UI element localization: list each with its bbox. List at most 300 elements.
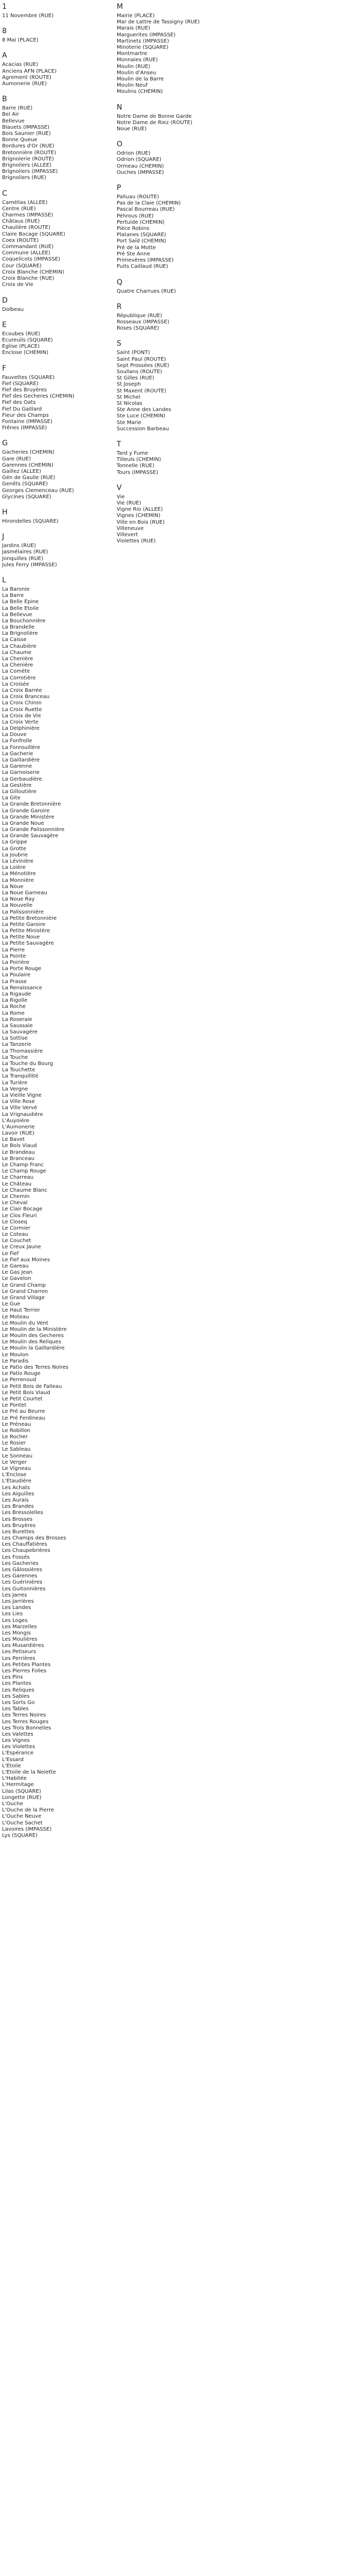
section-letter: T <box>117 440 121 448</box>
index-section-b <box>2 94 111 181</box>
street-item: Villevert <box>117 531 138 538</box>
street-item: La Petite Bretonnière <box>2 915 57 921</box>
street-item: Le Rocher <box>2 1434 28 1440</box>
index-section-m <box>117 2 220 96</box>
section-letter: V <box>117 483 122 492</box>
street-item: La Caisse <box>2 637 27 643</box>
street-item: Les Bruyères <box>2 1522 36 1529</box>
street-item: Le Château <box>2 1181 32 1187</box>
street-item: Enclose (CHEMIN) <box>2 350 49 356</box>
street-item: Vignes (CHEMIN) <box>117 513 161 519</box>
street-item: La Pointe <box>2 953 26 959</box>
street-list <box>117 494 220 545</box>
street-item: Lavoir (RUE) <box>2 1130 35 1137</box>
right-column <box>117 2 220 552</box>
street-item: Le Petit Courtet <box>2 1396 43 1402</box>
street-item: Le Moulin des Gecheres <box>2 1333 64 1339</box>
section-letter: H <box>2 508 8 516</box>
street-item: Platanes (SQUARE) <box>117 232 166 238</box>
index-section-e <box>2 320 111 357</box>
street-item: Les Tables <box>2 1706 29 1712</box>
street-item: L'Hermitage <box>2 1782 34 1788</box>
street-item: Pré de la Motte <box>117 244 156 251</box>
index-section-l <box>2 576 111 1839</box>
street-item: Palluau (ROUTE) <box>117 194 159 200</box>
street-item: La Joubrie <box>2 852 28 858</box>
section-letter: P <box>117 184 121 193</box>
street-item: Garennes (CHEMIN) <box>2 462 53 468</box>
street-item: Le Sonneau <box>2 1453 33 1459</box>
street-item: La Belle Etoile <box>2 605 39 611</box>
index-section-8 <box>2 26 111 44</box>
street-item: Les Chaupebrières <box>2 1548 50 1554</box>
street-item: La Saussaie <box>2 1023 33 1029</box>
street-item: Le Fief <box>2 1250 19 1257</box>
street-item: Le Branceau <box>2 1155 35 1162</box>
street-item: Cour (SQUARE) <box>2 263 42 269</box>
street-item: Le Haut Terrier <box>2 1307 40 1314</box>
street-item: Le Cormier <box>2 1225 31 1231</box>
street-item: Le Paradis <box>2 1358 29 1364</box>
street-item: Les Moulières <box>2 1637 37 1643</box>
street-item: Roses (SQUARE) <box>117 325 159 332</box>
street-item: Rosseaux (IMPASSE) <box>117 319 170 325</box>
street-item: Villeneuve <box>117 525 144 531</box>
left-column <box>2 2 111 1846</box>
street-item: La Fonrouillère <box>2 744 40 751</box>
street-item: La Grippe <box>2 839 27 846</box>
street-item: La Grotte <box>2 846 26 852</box>
street-item: Glycines (SQUARE) <box>2 494 52 500</box>
street-item: L'Etaudière <box>2 1478 32 1484</box>
section-letter: E <box>2 320 7 329</box>
section-letter: Q <box>117 278 123 287</box>
street-item: La Croix Barrée <box>2 687 42 693</box>
street-item: La Sauvagère <box>2 1029 38 1035</box>
street-item: Les Petiseurs <box>2 1649 36 1655</box>
street-item: Les Pierres Folles <box>2 1668 47 1674</box>
street-item: La Poirière <box>2 960 30 966</box>
street-list <box>117 114 220 133</box>
street-item: Primevères (IMPASSE) <box>117 257 174 264</box>
street-item: Minoterie (SQUARE) <box>117 45 169 51</box>
section-letter: M <box>117 3 123 11</box>
section-letter: A <box>2 51 7 60</box>
street-item: Les Musardières <box>2 1643 44 1649</box>
street-item: La Garenne <box>2 764 32 770</box>
street-item: Frênes (IMPASSE) <box>2 425 47 431</box>
street-item: La Gaillardière <box>2 757 40 764</box>
street-item: Jonquilles (RUE) <box>2 555 44 562</box>
street-item: Le Perrenoud <box>2 1377 36 1383</box>
street-item: Bordures d'Or (RUE) <box>2 143 54 149</box>
street-item: Le Moulin de la Ministère <box>2 1326 67 1332</box>
street-item: Ecoubes (RUE) <box>2 331 40 337</box>
street-item: La Roseraie <box>2 1016 33 1023</box>
street-item: La Poulaire <box>2 972 31 978</box>
street-item: Bois Saunier (RUE) <box>2 131 51 137</box>
street-item: Croix Blanche (CHEMIN) <box>2 269 64 275</box>
section-letter: D <box>2 296 8 305</box>
street-item: Les Aiguilles <box>2 1491 34 1497</box>
street-item: Les Trois Bonnelles <box>2 1725 51 1731</box>
street-item: La Chaubière <box>2 643 36 649</box>
street-item: Les Jarrières <box>2 1598 34 1604</box>
street-item: Mairie (PLACE) <box>117 13 155 19</box>
street-list <box>117 194 220 270</box>
street-item: Le Moulon <box>2 1352 29 1358</box>
street-item: Saint Paul (ROUTE) <box>117 356 166 362</box>
street-item: Les Terres Rouges <box>2 1719 49 1725</box>
street-item: Camélias (ALLEE) <box>2 199 48 206</box>
street-item: Sept Prossées (RUE) <box>117 362 170 369</box>
section-letter: B <box>2 95 7 104</box>
street-item: Ste Luce (CHEMIN) <box>117 413 165 419</box>
index-section-t <box>117 440 220 476</box>
street-list <box>117 451 220 476</box>
street-item: Le Pontet <box>2 1402 26 1409</box>
index-section-n <box>117 103 220 133</box>
street-item: Jardins (RUE) <box>2 543 36 549</box>
street-item: Gén de Gaulle (RUE) <box>2 475 55 481</box>
street-item: Ouches (IMPASSE) <box>117 169 164 175</box>
street-item: La Bellevue <box>2 611 33 618</box>
street-item: Tours (IMPASSE) <box>117 469 158 475</box>
street-item: L'Espérance <box>2 1750 34 1756</box>
section-letter: F <box>2 364 7 373</box>
street-item: Brignoliers (RUE) <box>2 175 47 181</box>
street-item: La Touche <box>2 1054 28 1060</box>
street-item: Les Lies <box>2 1611 23 1617</box>
street-item: La Chenière <box>2 656 33 662</box>
street-item: République (RUE) <box>117 312 162 319</box>
street-item: La Comète <box>2 669 30 675</box>
street-item: Les Chauffatières <box>2 1542 47 1548</box>
index-section-c <box>2 189 111 289</box>
street-item: Montmartre <box>117 51 147 57</box>
street-item: La Petite Garoire <box>2 921 46 928</box>
street-item: L'Enclose <box>2 1472 26 1478</box>
street-item: Centre (RUE) <box>2 206 36 212</box>
street-item: Le Préneau <box>2 1421 31 1427</box>
street-item: Agrement (ROUTE) <box>2 74 51 80</box>
street-item: 8 Mai (PLACE) <box>2 37 38 44</box>
street-item: Pas de la Claie (CHEMIN) <box>117 200 181 207</box>
street-item: La Belle Epine <box>2 599 39 605</box>
street-item: La Gerbaudière <box>2 776 43 782</box>
street-item: Bonne Queue <box>2 137 37 143</box>
section-letter: N <box>117 103 122 112</box>
street-item: La Croix Chiron <box>2 700 42 706</box>
street-item: La Touche du Bourg <box>2 1061 53 1067</box>
street-item: La Tranquillité <box>2 1073 38 1080</box>
street-item: St Nicolas <box>117 400 143 406</box>
street-list <box>2 105 111 181</box>
street-item: La Nouvelle <box>2 903 33 909</box>
street-item: La Croix de Vie <box>2 713 41 719</box>
street-item: Odrion (RUE) <box>117 151 151 157</box>
street-item: Bel Air <box>2 112 19 118</box>
street-item: Fief Du Gaillard <box>2 406 42 412</box>
street-item: Le Bavet <box>2 1137 25 1143</box>
street-item: Tonnelle (RUE) <box>117 463 155 469</box>
street-item: Chaulière (ROUTE) <box>2 225 51 231</box>
street-item: Le Gavelon <box>2 1276 31 1282</box>
street-item: Moulin Neuf <box>117 83 148 89</box>
section-letter: L <box>2 576 6 584</box>
street-list <box>2 307 111 313</box>
street-item: Vie <box>117 494 125 500</box>
street-item: La Croisée <box>2 681 30 687</box>
street-item: Le Grand Champ <box>2 1282 46 1288</box>
street-item: Tard y Fume <box>117 450 148 456</box>
index-section-r <box>117 302 220 332</box>
street-item: Jasmélaires (RUE) <box>2 549 48 555</box>
street-list <box>2 519 111 525</box>
street-item: Quatre Charrues (RUE) <box>117 288 176 294</box>
street-item: Fief des Gecheres (CHEMIN) <box>2 393 75 400</box>
street-item: Tilleuls (CHEMIN) <box>117 457 161 463</box>
street-item: Le Creux Jaune <box>2 1244 41 1250</box>
street-item: Le Rosier <box>2 1440 26 1447</box>
street-item: La Touchette <box>2 1067 35 1073</box>
street-list <box>2 449 111 500</box>
index-section-j <box>2 532 111 568</box>
street-item: Noue (RUE) <box>117 126 147 132</box>
street-item: Le Bois Viaud <box>2 1143 37 1149</box>
street-item: Brignoliers (IMPASSE) <box>2 169 58 175</box>
street-item: La Vergne <box>2 1086 28 1092</box>
street-item: Les Pins <box>2 1674 23 1681</box>
street-item: Le Moulin du Vent <box>2 1320 49 1326</box>
street-item: Dolbeau <box>2 306 24 312</box>
street-item: Les Garennes <box>2 1573 37 1579</box>
street-item: La Ville Rose <box>2 1099 35 1105</box>
street-item: Commune (ALLEE) <box>2 250 51 256</box>
street-item: Le Robillon <box>2 1427 31 1434</box>
street-item: St Maxent (ROUTE) <box>117 388 166 394</box>
street-item: L'Essard <box>2 1756 24 1763</box>
street-item: Les Burettes <box>2 1529 35 1535</box>
street-list <box>117 313 220 332</box>
street-item: Les Aurais <box>2 1497 29 1503</box>
street-item: Le Verger <box>2 1459 27 1465</box>
street-item: St Gilles (RUE) <box>117 375 155 381</box>
street-item: La Croix Ruette <box>2 706 42 713</box>
street-item: Fauvettes (SQUARE) <box>2 374 55 380</box>
street-item: La Grande Ministère <box>2 814 54 820</box>
street-item: L'Etoile de la Noiette <box>2 1769 56 1776</box>
street-item: Georges Clemenceau (RUE) <box>2 487 74 494</box>
street-list <box>2 331 111 357</box>
street-item: La Grande Sauvagère <box>2 833 59 839</box>
street-item: La Douve <box>2 732 27 738</box>
street-item: Les Plantes <box>2 1681 32 1687</box>
street-item: La Petite Noue <box>2 934 40 941</box>
street-item: Les Perrières <box>2 1655 35 1661</box>
street-item: Le Cheval <box>2 1200 28 1206</box>
index-section-o <box>117 140 220 176</box>
street-item: La Rigaude <box>2 991 31 997</box>
street-item: Ormeau (CHEMIN) <box>117 163 164 169</box>
section-letter: C <box>2 189 7 198</box>
street-item: Gacheries (CHEMIN) <box>2 449 54 456</box>
street-item: Le Pré au Beurre <box>2 1409 45 1415</box>
street-item: La Corrotière <box>2 675 36 681</box>
street-item: La Gestière <box>2 782 32 788</box>
street-item: La Tanzerie <box>2 1042 32 1048</box>
street-item: La Sottise <box>2 1035 28 1042</box>
street-item: Les Reliques <box>2 1687 35 1693</box>
street-item: Les Champs des Brosses <box>2 1535 66 1542</box>
street-item: Le Champ Rouge <box>2 1168 46 1175</box>
street-item: Fontaine (IMPASSE) <box>2 418 52 425</box>
street-item: Les Vignes <box>2 1738 30 1744</box>
street-item: Croix de Vie <box>2 282 34 288</box>
street-item: Les Violettes <box>2 1744 35 1750</box>
street-item: Mar de Lattre de Tassigny (RUE) <box>117 19 200 25</box>
street-item: La Grande Bretonnière <box>2 801 61 808</box>
street-item: Les Sorts Go <box>2 1699 35 1706</box>
section-letter: 1 <box>2 3 7 11</box>
street-item: Châtaus (RUE) <box>2 219 40 225</box>
street-item: Les Petites Plantes <box>2 1661 51 1668</box>
street-item: La Noue <box>2 883 23 890</box>
street-item: La Prasse <box>2 978 27 985</box>
street-item: La Noue Garneau <box>2 890 47 896</box>
street-item: Péhrous (RUE) <box>117 213 154 219</box>
street-item: Le Patio Rouge <box>2 1371 40 1377</box>
street-item: Fief des Bruyères <box>2 387 47 393</box>
street-item: La Rome <box>2 1010 25 1016</box>
street-item: La Roche <box>2 1004 26 1010</box>
street-item: Martinets (IMPASSE) <box>117 38 169 44</box>
street-list <box>2 62 111 87</box>
street-item: Longette (RUE) <box>2 1794 41 1801</box>
street-item: Lavoires (IMPASSE) <box>2 1826 52 1832</box>
street-item: Ste Anne des Landes <box>117 407 172 413</box>
street-item: La Grande Garoire <box>2 808 50 814</box>
street-item: La Porte Rouge <box>2 966 41 972</box>
street-item: Puits Caillaud (RUE) <box>117 264 169 270</box>
street-item: Le Charreau <box>2 1175 34 1181</box>
street-item: Gare (RUE) <box>2 456 31 462</box>
street-item: La Bouchonnière <box>2 618 46 624</box>
street-item: La Turière <box>2 1080 27 1086</box>
street-item: Ste Marie <box>117 419 142 426</box>
index-section-p <box>117 183 220 270</box>
street-item: Les Gacheries <box>2 1560 39 1566</box>
street-item: Vie (RUE) <box>117 500 142 506</box>
street-item: La Noue Ray <box>2 896 35 903</box>
street-list <box>2 543 111 568</box>
street-item: Le Grand Charron <box>2 1288 48 1294</box>
street-item: La Pierre <box>2 947 25 953</box>
street-item: Le Patio des Terres Noires <box>2 1365 68 1371</box>
street-list <box>2 375 111 432</box>
street-item: Pascal Bourreau (RUE) <box>117 207 175 213</box>
street-item: La Croix Branceau <box>2 694 50 700</box>
street-item: Coquelicots (IMPASSE) <box>2 256 61 263</box>
street-item: Les Achats <box>2 1484 30 1491</box>
street-item: Les Guitonnières <box>2 1586 46 1592</box>
street-list <box>2 37 111 44</box>
street-item: Fief (SQUARE) <box>2 380 39 387</box>
street-list <box>117 13 220 96</box>
section-letter: S <box>117 339 121 348</box>
street-item: L'Etoile <box>2 1763 21 1769</box>
street-item: Ville en Bois (RUE) <box>117 519 165 525</box>
section-letter: G <box>2 439 8 448</box>
street-item: La Rigolle <box>2 998 27 1004</box>
street-item: La Vrignaudière <box>2 1111 44 1117</box>
street-item: La Loière <box>2 865 26 871</box>
street-item: Le Sableau <box>2 1447 31 1453</box>
street-item: Pertuide (CHEMIN) <box>117 219 165 225</box>
street-item: Monnaies (RUE) <box>117 57 158 63</box>
street-item: La Brignolière <box>2 631 38 637</box>
street-item: La Baronie <box>2 586 30 592</box>
street-item: Genêts (SQUARE) <box>2 481 48 487</box>
street-item: Le Gareau <box>2 1263 29 1270</box>
index-section-a <box>2 51 111 87</box>
street-item: L'Ouche de la Pierre <box>2 1807 54 1814</box>
street-item: Le Gas Jean <box>2 1270 33 1276</box>
street-item: Le Chemin <box>2 1193 30 1200</box>
street-item: Le Closeq <box>2 1219 27 1225</box>
street-item: Les Loges <box>2 1617 28 1624</box>
street-item: Le Brandeau <box>2 1149 35 1155</box>
street-item: Pièce Robins <box>117 226 149 232</box>
street-item: La Gacherie <box>2 751 33 757</box>
street-item: Anciens AFN (PLACE) <box>2 68 57 74</box>
street-item: Le Coteau <box>2 1232 29 1238</box>
section-letter: R <box>117 302 122 311</box>
street-item: Les Bressolelles <box>2 1510 44 1516</box>
index-section-s <box>117 339 220 432</box>
street-item: Les Jarres <box>2 1592 27 1598</box>
street-item: Notre Dame de Bonne Garde <box>117 113 192 119</box>
street-item: L'Habitée <box>2 1776 27 1782</box>
street-item: Le Clair Bocage <box>2 1206 43 1212</box>
street-item: Les Guérinières <box>2 1579 43 1586</box>
street-item: Les Valettes <box>2 1731 34 1737</box>
index-section-h <box>2 508 111 525</box>
street-item: Violettes (RUE) <box>117 538 156 544</box>
street-item: Bretonnière (ROUTE) <box>2 149 57 156</box>
street-item: La Thomassière <box>2 1048 43 1054</box>
index-section-1 <box>2 2 111 19</box>
street-item: Brignolerie (ROUTE) <box>2 156 54 162</box>
index-section-v <box>117 483 220 545</box>
street-item: Aumonerie (RUE) <box>2 81 47 87</box>
street-item: Les Landes <box>2 1605 31 1611</box>
street-item: Le Champ Franc <box>2 1162 44 1168</box>
street-list <box>2 200 111 289</box>
street-item: Acacias (RUE) <box>2 62 38 68</box>
street-item: St Joseph <box>117 381 141 388</box>
street-list <box>117 289 220 295</box>
street-item: La Grande Palissonnière <box>2 827 65 833</box>
street-item: La Lévinière <box>2 858 34 865</box>
street-item: Le Gue <box>2 1301 20 1307</box>
street-item: Les Mongis <box>2 1630 31 1636</box>
street-item: Les Sables <box>2 1693 30 1699</box>
street-item: Claire Bocage (SQUARE) <box>2 231 65 237</box>
street-item: Barre (RUE) <box>2 105 33 112</box>
street-item: Les Gâlossières <box>2 1567 43 1573</box>
section-letter: 8 <box>2 27 7 36</box>
